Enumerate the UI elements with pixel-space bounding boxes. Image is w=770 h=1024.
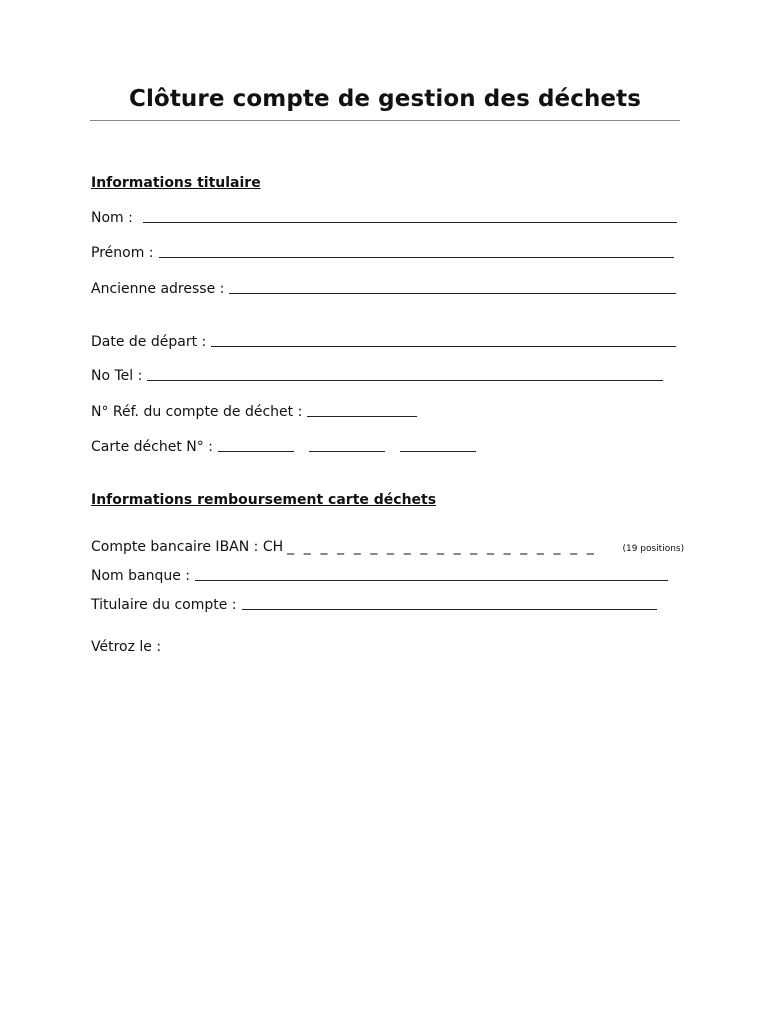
ancienne-adresse-input-line[interactable] xyxy=(229,292,676,294)
ancienne-adresse-field xyxy=(91,281,676,297)
carte-dechet-input-line[interactable] xyxy=(400,450,476,452)
no-tel-label: No Tel : xyxy=(91,368,143,384)
iban-input-slots[interactable]: _ _ _ _ _ _ _ _ _ _ _ _ _ _ _ _ _ _ _ xyxy=(287,539,597,555)
ref-compte-input-line[interactable] xyxy=(307,415,417,417)
iban-field xyxy=(91,539,684,555)
ref-compte-label: N° Réf. du compte de déchet : xyxy=(91,404,303,420)
document-title: Clôture compte de gestion des déchets xyxy=(128,86,642,112)
nom-banque-input-line[interactable] xyxy=(195,579,668,581)
nom-field xyxy=(91,210,677,226)
carte-dechet-input-line[interactable] xyxy=(309,450,385,452)
carte-dechet-label: Carte déchet N° : xyxy=(91,439,213,455)
iban-label: Compte bancaire IBAN : CH xyxy=(91,539,284,555)
refund-section-heading: Informations remboursement carte déchets xyxy=(91,492,437,508)
date-depart-label: Date de départ : xyxy=(91,334,207,350)
ancienne-adresse-label: Ancienne adresse : xyxy=(91,281,225,297)
ref-compte-field xyxy=(91,404,417,420)
nom-input-line[interactable] xyxy=(143,221,677,223)
prenom-label: Prénom : xyxy=(91,245,154,261)
nom-label: Nom : xyxy=(91,210,133,226)
no-tel-field xyxy=(91,368,663,384)
lieu-date-field xyxy=(91,639,161,655)
carte-dechet-field xyxy=(91,439,476,455)
holder-section-heading: Informations titulaire xyxy=(91,175,261,191)
lieu-date-label: Vétroz le : xyxy=(91,639,162,655)
iban-positions-note: (19 positions) xyxy=(622,544,685,554)
nom-banque-label: Nom banque : xyxy=(91,568,191,584)
date-depart-input-line[interactable] xyxy=(211,345,676,347)
date-depart-field xyxy=(91,334,676,350)
prenom-input-line[interactable] xyxy=(159,256,674,258)
titulaire-field xyxy=(91,597,657,613)
titulaire-input-line[interactable] xyxy=(242,608,657,610)
prenom-field xyxy=(91,245,674,261)
title-divider xyxy=(90,120,680,121)
titulaire-label: Titulaire du compte : xyxy=(91,597,237,613)
carte-dechet-input-line[interactable] xyxy=(218,450,294,452)
nom-banque-field xyxy=(91,568,668,584)
no-tel-input-line[interactable] xyxy=(147,379,663,381)
